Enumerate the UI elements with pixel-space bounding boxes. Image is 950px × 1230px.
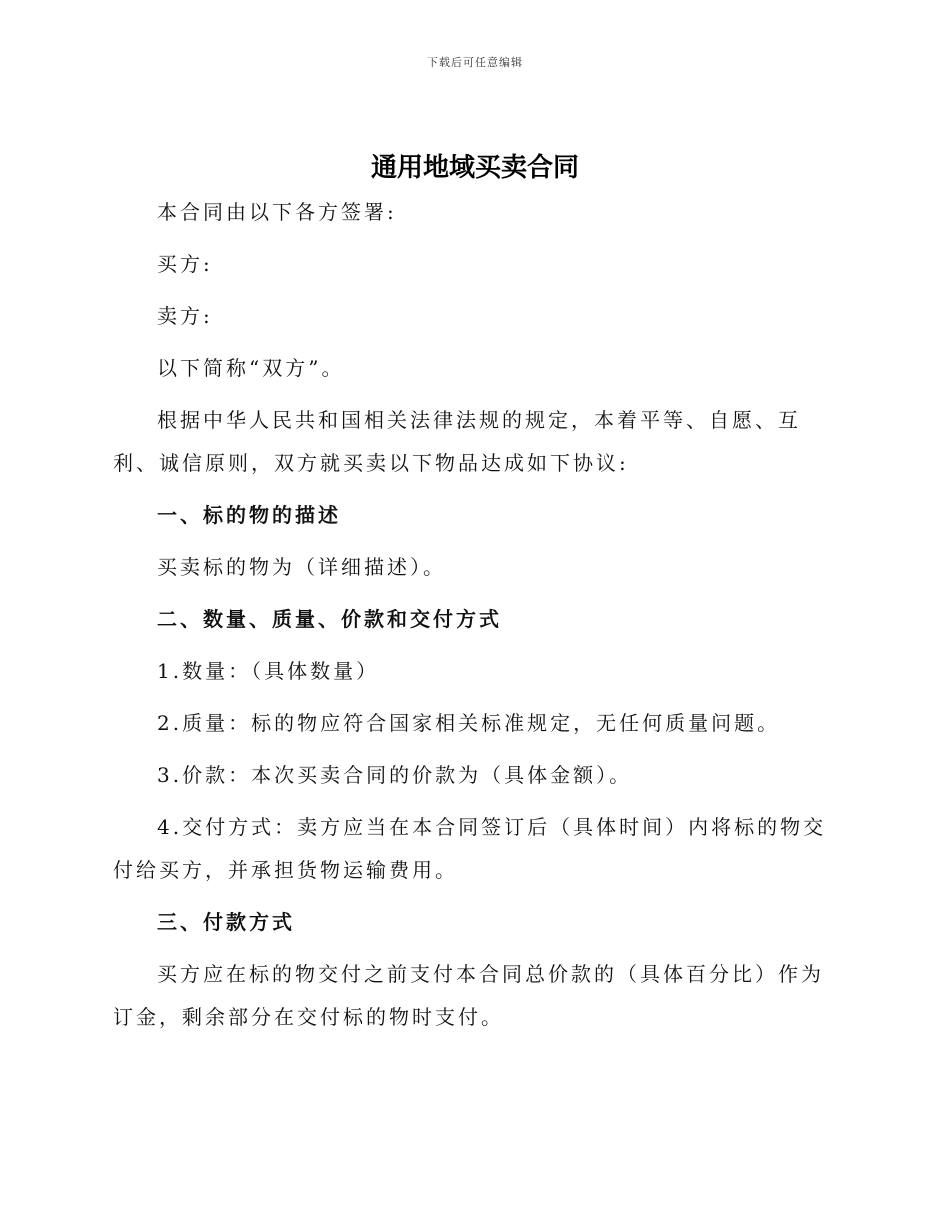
- paragraph-subject-description: 买卖标的物为（详细描述）。: [157, 555, 446, 579]
- section-heading-payment: 三、付款方式: [157, 910, 295, 934]
- paragraph-signing-parties: 本合同由以下各方签署:: [157, 200, 397, 224]
- section-heading-subject: 一、标的物的描述: [157, 503, 341, 527]
- paragraph-quality: 2.质量：标的物应符合国家相关标准规定，无任何质量问题。: [157, 711, 781, 735]
- paragraph-buyer: 买方:: [157, 252, 213, 276]
- paragraph-both-parties: 以下简称“双方”。: [157, 356, 345, 380]
- paragraph-payment: 买方应在标的物交付之前支付本合同总价款的（具体百分比）作为订金，剩余部分在交付标的物时支付。: [113, 962, 824, 1029]
- paragraph-quantity: 1.数量：（具体数量）: [157, 659, 380, 683]
- paragraph-seller: 卖方:: [157, 304, 213, 328]
- document-body: [113, 191, 831, 1048]
- page-header-note: 下载后可任意编辑: [427, 56, 523, 69]
- paragraph-preamble: 根据中华人民共和国相关法律法规的规定，本着平等、自愿、互利、诚信原则，双方就买卖以下物品达成如下协议:: [113, 408, 801, 475]
- document-title: 通用地域买卖合同: [370, 153, 579, 183]
- paragraph-delivery: 4.交付方式：卖方应当在本合同签订后（具体时间）内将标的物交付给买方，并承担货物运输费用。: [113, 815, 827, 882]
- section-heading-quantity-quality: 二、数量、质量、价款和交付方式: [157, 607, 502, 631]
- paragraph-price: 3.价款：本次买卖合同的价款为（具体金额）。: [157, 763, 633, 787]
